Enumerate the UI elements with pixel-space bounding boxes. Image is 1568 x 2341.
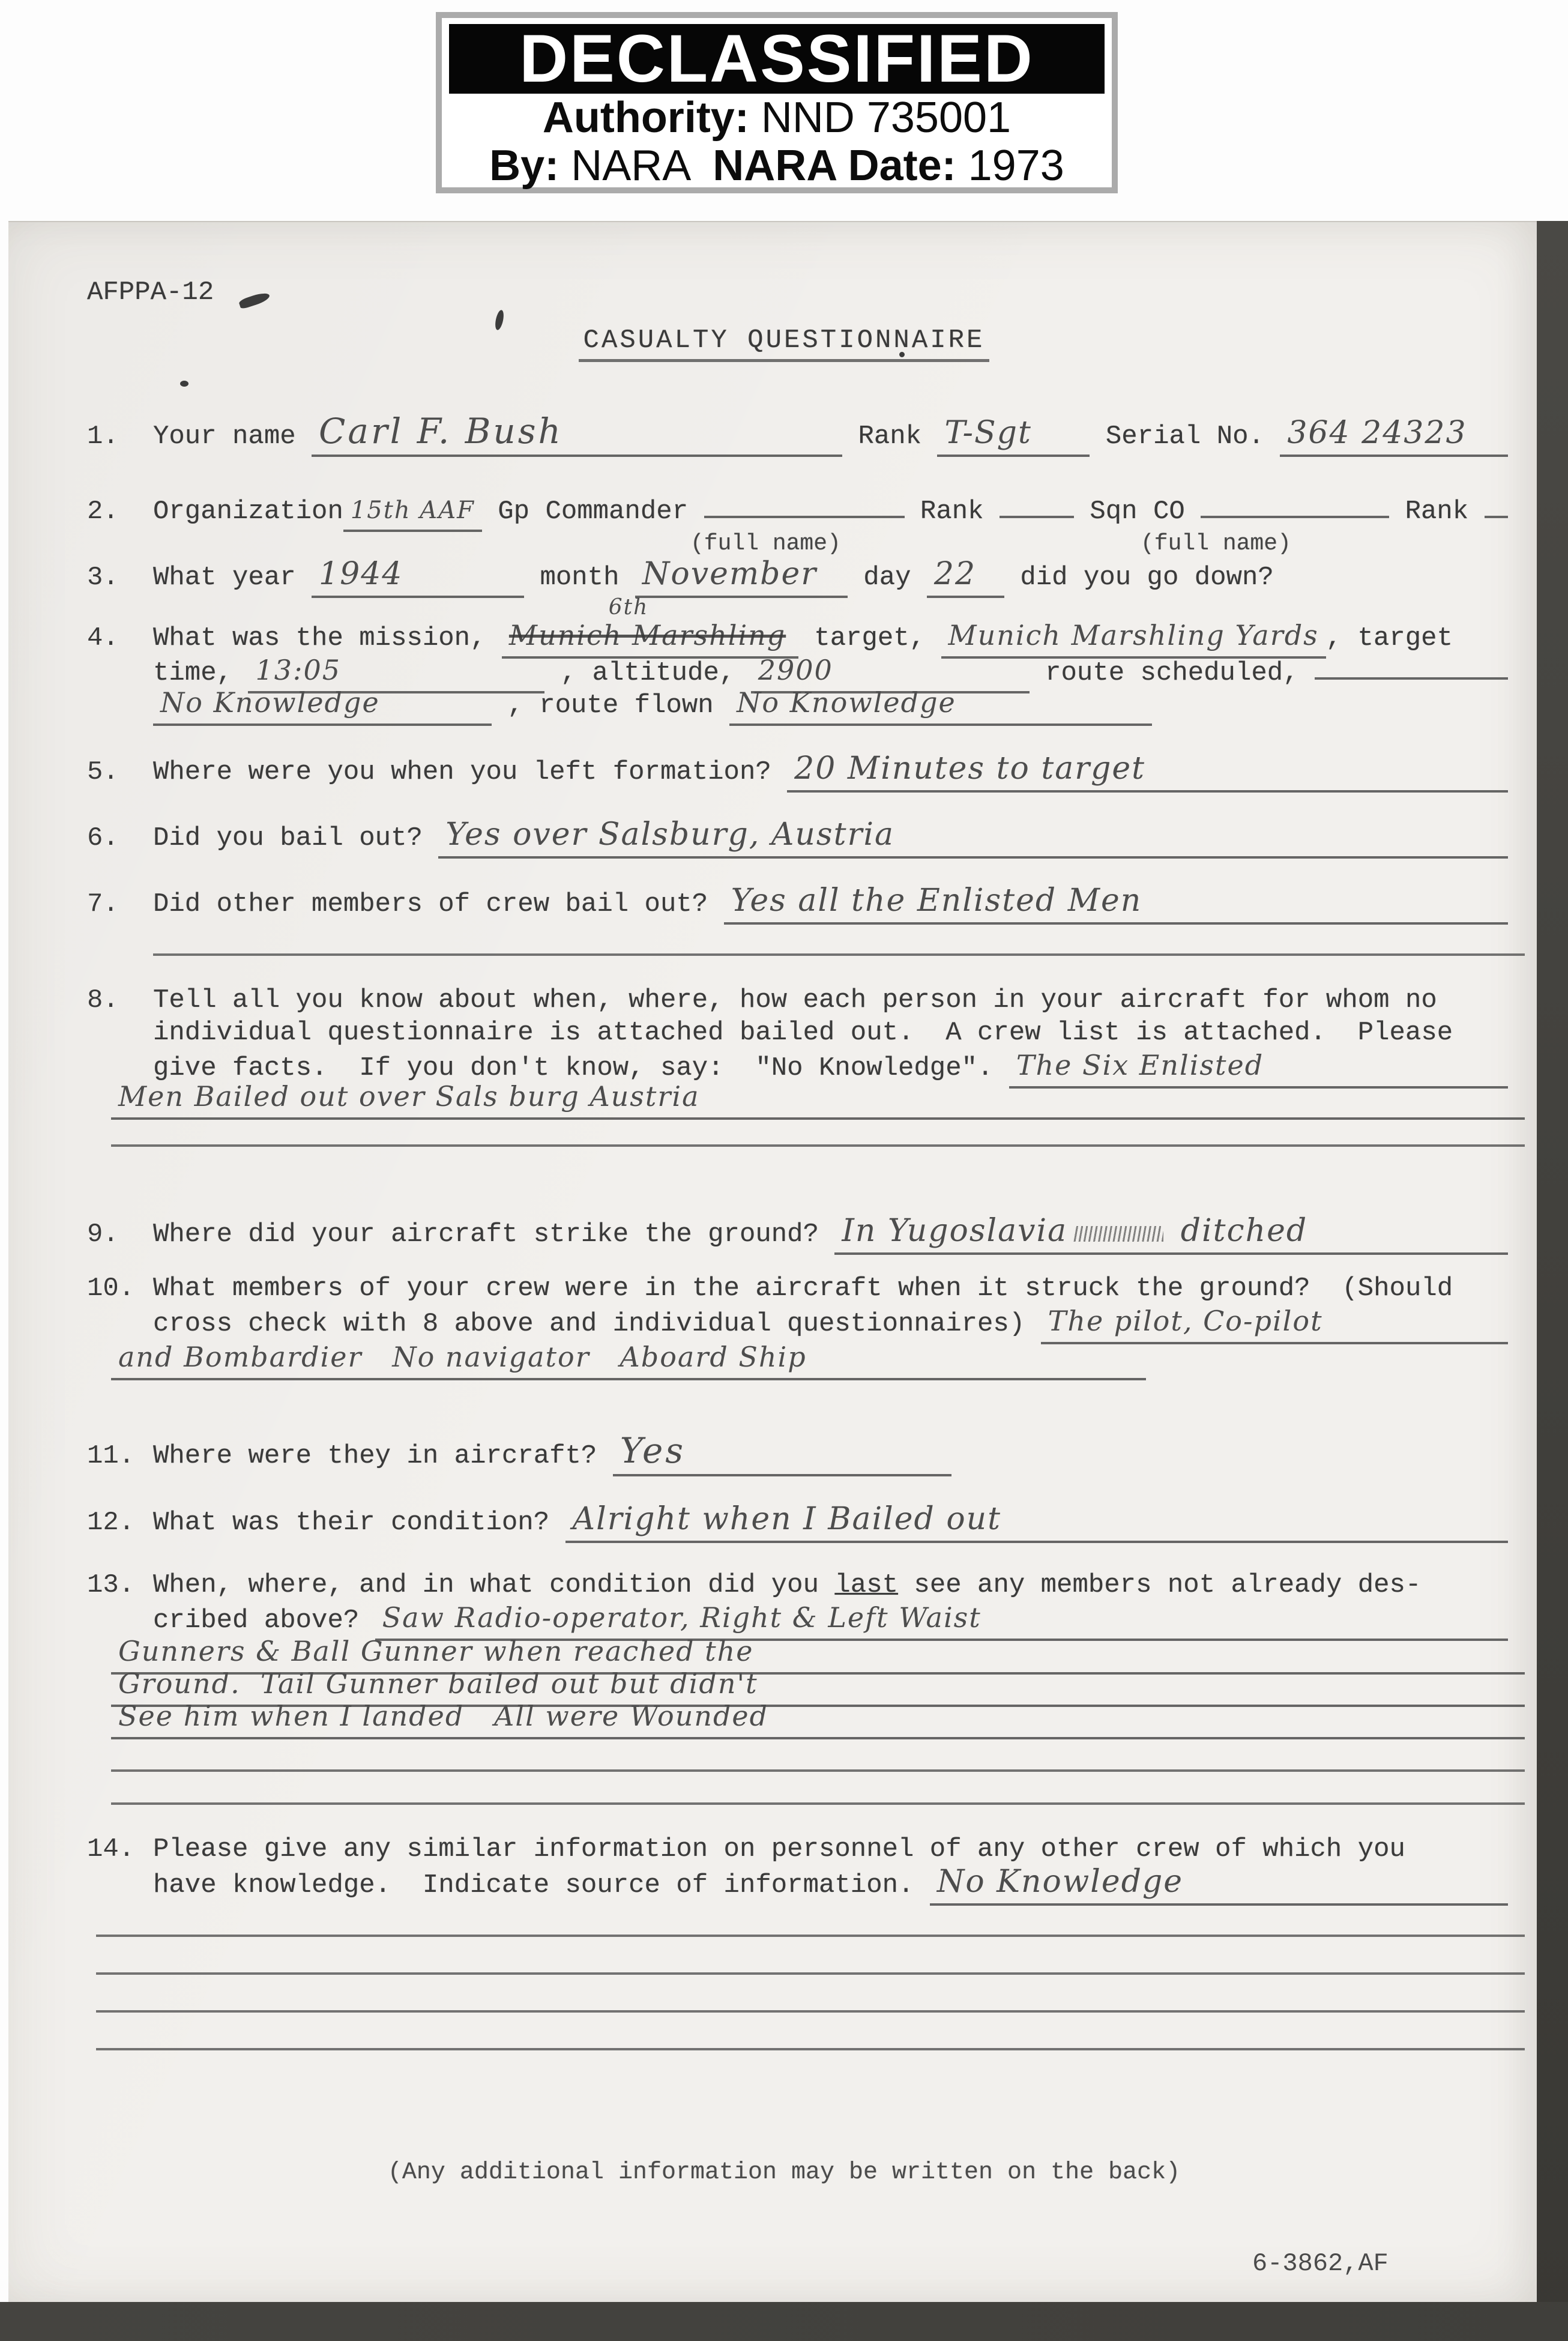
handwritten-route-flown: No Knowledge — [737, 686, 956, 719]
question-9 — [87, 1214, 1508, 1255]
q14-answer-field — [930, 1865, 1508, 1906]
q10-text-line1: What members of your crew were in the aircraft when it struck the ground? (Should — [153, 1273, 1453, 1303]
q10-answer-field-line1 — [1041, 1304, 1508, 1344]
declassified-stamp — [436, 12, 1118, 193]
question-13-answer-row-4 — [111, 1699, 1525, 1739]
q3-label-end: did you go down? — [1004, 563, 1274, 593]
handwritten-rank: T-Sgt — [944, 415, 1032, 451]
stamp-authority-value: NND 735001 — [749, 94, 1012, 142]
handwritten-year: 1944 — [319, 556, 403, 592]
handwritten-q6-answer: Yes over Salsburg, Austria — [445, 817, 894, 853]
q8-answer-field-line2 — [111, 1080, 1525, 1120]
handwritten-q9-answer-part1: In Yugoslavia — [842, 1213, 1068, 1249]
q4-label-time: time, — [153, 658, 249, 688]
q14-text-line1: Please give any similar information on personnel of any other crew of which you — [153, 1834, 1405, 1864]
question-12 — [87, 1502, 1508, 1543]
q2-label-rank2: Rank — [1389, 497, 1485, 527]
handwritten-q11-answer: Yes — [620, 1430, 686, 1471]
q2-label-gp-commander: Gp Commander — [481, 497, 704, 527]
stamp-by-value: NARA — [559, 142, 713, 190]
ink-scribble — [1073, 1226, 1163, 1242]
stamp-date-value: 1973 — [956, 142, 1064, 190]
q4-label-mission: What was the mission, — [153, 623, 502, 653]
form-number: AFPPA-12 — [87, 277, 214, 307]
handwritten-q9-answer-part2: ditched — [1169, 1213, 1308, 1249]
blank-rule-line — [111, 1802, 1525, 1805]
question-11 — [87, 1430, 1508, 1476]
stamp-by-line — [442, 142, 1112, 190]
declassified-stamp-title: DECLASSIFIED — [449, 24, 1105, 94]
handwritten-q7-answer: Yes all the Enlisted Men — [731, 883, 1142, 919]
stamp-authority-line — [442, 94, 1112, 142]
blank-rule-line — [111, 1144, 1525, 1147]
question-number: 6. — [87, 823, 119, 853]
q1-label-name: Your name — [153, 421, 312, 452]
q8-text-line3: give facts. If you don't know, say: "No Knowledge". — [153, 1053, 1009, 1083]
question-number: 12. — [87, 1508, 135, 1538]
q12-answer-field — [565, 1502, 1508, 1543]
q4-route-scheduled-answer-field — [153, 686, 492, 726]
q2-label-sqn-co: Sqn CO — [1073, 497, 1201, 527]
q11-answer-field — [613, 1430, 951, 1476]
question-4-line1 — [87, 595, 1508, 659]
handwritten-q13-answer2: Gunners & Ball Gunner when reached the — [118, 1635, 754, 1667]
q13-answer-field-4 — [111, 1699, 1525, 1739]
handwritten-q10-answer1: The pilot, Co-pilot — [1048, 1305, 1323, 1337]
question-number: 11. — [87, 1441, 135, 1471]
q2-sqn-co-field — [1201, 509, 1389, 518]
handwritten-q8-answer2: Men Bailed out over Sals burg Austria — [118, 1080, 700, 1113]
question-10-line1 — [87, 1272, 1508, 1305]
handwritten-organization: 15th AAF — [350, 497, 475, 524]
question-number: 10. — [87, 1273, 135, 1303]
document-number: 6-3862,AF — [1252, 2249, 1389, 2278]
question-8-line2 — [153, 1016, 1508, 1050]
q8-text-line1: Tell all you know about when, where, how each person in your aircraft for whom no — [153, 985, 1437, 1015]
q7-answer-field — [724, 884, 1508, 925]
q2-label-rank1: Rank — [904, 497, 1000, 527]
q4-route-flown-field — [729, 686, 1152, 726]
q3-year-field — [312, 557, 524, 598]
question-8-answer-row — [111, 1080, 1525, 1120]
q10-answer-field-line2 — [111, 1340, 1146, 1380]
blank-rule-line — [96, 1972, 1525, 1975]
handwritten-q13-answer4: See him when I landed All were Wounded — [118, 1700, 769, 1732]
question-6 — [87, 818, 1508, 859]
q4-label-target-end: , target — [1325, 623, 1453, 653]
q2-organization-field — [343, 494, 482, 532]
question-number: 9. — [87, 1219, 119, 1249]
blank-rule-line — [96, 2010, 1525, 2013]
q13-text-line2: cribed above? — [153, 1605, 375, 1636]
handwritten-q10-answer2: and Bombardier No navigator Aboard Ship — [118, 1341, 807, 1373]
q9-label: Where did your aircraft strike the ground? — [153, 1219, 835, 1249]
stamp-by-label: By: — [489, 142, 559, 190]
q3-day-field — [927, 557, 1004, 598]
question-number: 5. — [87, 757, 119, 787]
handwritten-struck-mission: Munich Marshling — [508, 619, 786, 651]
scan-edge-bottom — [0, 2302, 1568, 2341]
page-title: CASUALTY QUESTIONNAIRE — [0, 325, 1568, 362]
question-number: 2. — [87, 497, 119, 527]
q6-answer-field — [438, 818, 1508, 859]
handwritten-above-note: 6th — [608, 595, 649, 620]
stamp-authority-label: Authority: — [542, 94, 749, 142]
q1-name-field — [312, 411, 842, 457]
footer-note: (Any additional information may be written on the back) — [387, 2159, 1181, 2186]
question-number: 1. — [87, 421, 119, 452]
q13-text-line1a: When, where, and in what condition did you — [153, 1570, 835, 1600]
q1-label-rank: Rank — [842, 421, 938, 452]
q2-label-organization: Organization — [153, 497, 343, 527]
q4-target-field — [941, 618, 1326, 659]
question-number: 4. — [87, 623, 119, 653]
q10-text-line2: cross check with 8 above and individual questionnaires) — [153, 1309, 1041, 1339]
q13-text-underlined-last: last — [834, 1570, 899, 1600]
q14-text-line2: have knowledge. Indicate source of information. — [153, 1870, 930, 1900]
q3-month-field — [635, 557, 848, 598]
q3-label-year: What year — [153, 563, 312, 593]
question-number: 14. — [87, 1834, 135, 1864]
handwritten-q12-answer: Alright when I Bailed out — [572, 1501, 1002, 1537]
question-13-line1 — [87, 1568, 1508, 1602]
handwritten-q14-answer: No Knowledge — [936, 1864, 1184, 1900]
q9-answer-field — [834, 1214, 1508, 1255]
q5-answer-field — [787, 752, 1508, 793]
scan-edge-right — [1537, 221, 1568, 2341]
q4-label-target: target, — [798, 623, 941, 653]
question-number: 8. — [87, 985, 119, 1015]
handwritten-day: 22 — [933, 556, 977, 592]
handwritten-time: 13:05 — [255, 654, 342, 686]
q4-label-route-flown: , route flown — [492, 690, 730, 720]
blank-rule-line — [96, 2048, 1525, 2050]
q8-text-line2: individual questionnaire is attached bailed out. A crew list is attached. Please — [153, 1018, 1453, 1048]
q13-text-line1b: see any members not already des- — [898, 1570, 1422, 1600]
question-7 — [87, 884, 1508, 925]
q4-route-scheduled-field — [1315, 670, 1508, 680]
handwritten-q13-answer3: Ground. Tail Gunner bailed out but didn't — [118, 1667, 758, 1700]
handwritten-serial: 364 24323 — [1287, 415, 1467, 451]
q4-label-route-scheduled: route scheduled, — [1029, 658, 1315, 688]
blank-rule-line — [96, 1935, 1525, 1937]
stamp-date-label: NARA Date: — [713, 142, 956, 190]
blank-rule-line — [111, 1769, 1525, 1772]
handwritten-altitude: 2900 — [758, 654, 833, 686]
blank-rule-line — [153, 953, 1525, 956]
q4-label-altitude: , altitude, — [544, 658, 751, 688]
handwritten-month: November — [642, 556, 818, 592]
q2-full-name-note-1: (full name) — [690, 531, 841, 557]
handwritten-route-scheduled: No Knowledge — [160, 686, 380, 719]
handwritten-target: Munich Marshling Yards — [948, 619, 1319, 651]
q1-label-serial: Serial No. — [1090, 421, 1280, 452]
handwritten-q5-answer: 20 Minutes to target — [794, 751, 1146, 787]
question-3 — [87, 557, 1508, 598]
question-4-line3 — [153, 686, 1508, 726]
question-8-line1 — [87, 983, 1508, 1017]
q4-mission-field — [502, 595, 798, 659]
handwritten-q8-answer1: The Six Enlisted — [1016, 1049, 1264, 1081]
q3-label-day: day — [847, 563, 927, 593]
question-5 — [87, 752, 1508, 793]
q11-label: Where were they in aircraft? — [153, 1441, 613, 1471]
question-10-answer-row — [111, 1340, 1525, 1380]
q5-label: Where were you when you left formation? — [153, 757, 788, 787]
question-10-line2 — [153, 1304, 1508, 1344]
ink-speck — [180, 381, 188, 387]
handwritten-q13-answer1: Saw Radio-operator, Right & Left Waist — [382, 1601, 982, 1634]
q1-rank-field — [937, 416, 1090, 457]
question-number: 3. — [87, 563, 119, 593]
question-number: 13. — [87, 1570, 135, 1600]
question-1 — [87, 411, 1508, 457]
q2-rank2-field — [1485, 509, 1508, 518]
q6-label: Did you bail out? — [153, 823, 439, 853]
q2-gp-commander-field — [704, 509, 905, 518]
q7-label: Did other members of crew bail out? — [153, 889, 724, 919]
question-2 — [87, 494, 1508, 532]
q1-serial-field — [1280, 416, 1508, 457]
q12-label: What was their condition? — [153, 1508, 565, 1538]
question-number: 7. — [87, 889, 119, 919]
question-14-line2 — [153, 1865, 1508, 1906]
q3-label-month: month — [524, 563, 635, 593]
question-14-line1 — [87, 1832, 1508, 1866]
q2-full-name-note-2: (full name) — [1141, 531, 1291, 557]
q2-rank1-field — [1000, 509, 1074, 518]
handwritten-name: Carl F. Bush — [319, 411, 563, 452]
